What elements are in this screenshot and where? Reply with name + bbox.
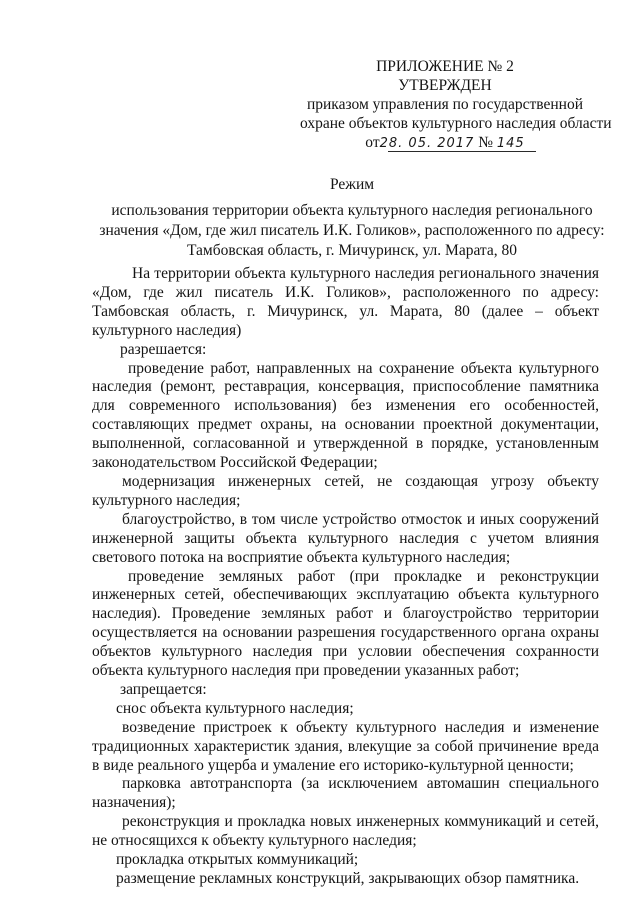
date-prefix: от xyxy=(365,134,380,151)
handwritten-number: 145 xyxy=(496,136,525,151)
forbidden-item: парковка автотранспорта (за исключением автомашин специального назначения); xyxy=(92,775,599,812)
forbidden-item: прокладка открытых коммуникаций; xyxy=(116,851,359,869)
title-line-3: Тамбовская область, г. Мичуринск, ул. Марата, 80 xyxy=(186,242,518,259)
document-body xyxy=(92,265,599,889)
title-heading: Режим xyxy=(329,176,375,193)
document-title xyxy=(96,175,608,261)
order-date-number xyxy=(300,133,590,153)
forbidden-item: размещение рекламных конструкций, закрывающих обзор памятника. xyxy=(116,870,580,887)
title-line-1: использования территории объекта культурного наследия регионального xyxy=(111,202,593,219)
number-prefix: № xyxy=(478,134,493,151)
allowed-item: проведение земляных работ (при прокладке и реконструкции инженерных сетей, обеспечивающих эксплуатацию объекта культурного наследия). Проведение земляных работ и благоустройство территории осуществляется на основании разрешения государственного органа охраны объектов культурного наследия при условии обеспечения сохранности объекта культурного наследия при проведении указанных работ; xyxy=(92,567,599,680)
handwritten-date: 28. 05. 2017 xyxy=(379,136,475,151)
date-underline xyxy=(388,151,536,152)
appendix-number: ПРИЛОЖЕНИЕ № 2 xyxy=(376,58,514,75)
allowed-item: модернизация инженерных сетей, не создающая угрозу объекту культурного наследия; xyxy=(92,472,599,509)
approval-authority-line: охране объектов культурного наследия области xyxy=(300,115,612,132)
approval-order-line: приказом управления по государственной xyxy=(306,96,584,113)
intro-paragraph: На территории объекта культурного наследия регионального значения «Дом, где жил писатель И.К. Голиков», расположенного по адресу: Тамбовская область, г. Мичуринск, ул. Марата, 80 (далее – объект культурного наследия) xyxy=(92,265,599,339)
forbidden-item: возведение пристроек к объекту культурного наследия и изменение традиционных характеристик здания, влекущие за собой причинение вреда в виде реального ущерба и умаление его историко-культурной ценности; xyxy=(92,718,599,774)
forbidden-item: реконструкция и прокладка новых инженерных коммуникаций и сетей, не относящихся к объекту культурного наследия; xyxy=(92,813,599,850)
approved-label: УТВЕРЖДЕН xyxy=(398,77,492,94)
approval-stamp xyxy=(300,57,612,153)
forbidden-item: снос объекта культурного наследия; xyxy=(116,699,354,717)
allowed-item: проведение работ, направленных на сохранение объекта культурного наследия (ремонт, реставрация, консервация, приспособление памятника для современного использования) без изменения его особенностей, составляющих предмет охраны, на основании проектной документации, выполненной, согласованной и утвержденной в порядке, установленным законодательством Российской Федерации; xyxy=(92,359,599,472)
allowed-heading: разрешается: xyxy=(120,340,207,358)
allowed-item: благоустройство, в том числе устройство отмосток и иных сооружений инженерной защиты объекта культурного наследия с учетом влияния светового потока на восприятие объекта культурного наследия; xyxy=(92,510,599,566)
forbidden-heading: запрещается: xyxy=(120,680,207,698)
title-line-2: значения «Дом, где жил писатель И.К. Голиков», расположенного по адресу: xyxy=(99,222,605,239)
